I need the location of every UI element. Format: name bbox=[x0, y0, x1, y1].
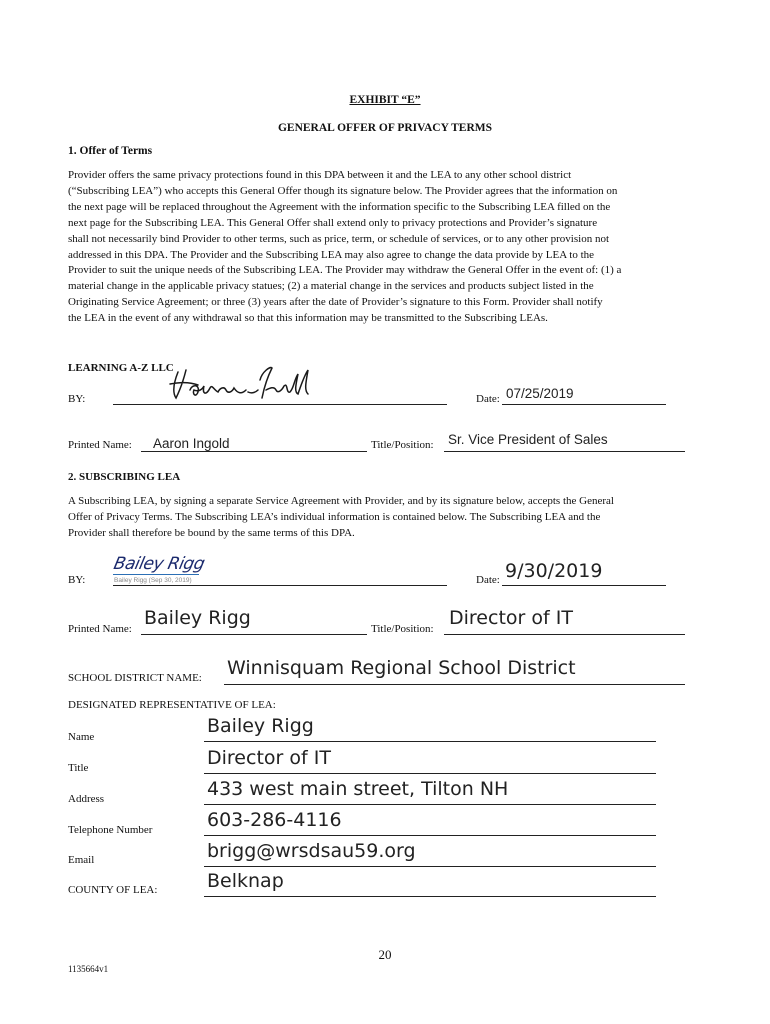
rep-title-label: Title bbox=[68, 762, 89, 774]
rep-name-label: Name bbox=[68, 731, 95, 743]
lea-title-line bbox=[444, 634, 685, 635]
rep-telephone-value[interactable]: 603-286-4116 bbox=[207, 809, 342, 831]
rep-email-line bbox=[204, 866, 656, 867]
rep-name-line bbox=[204, 741, 656, 742]
lea-signature[interactable]: Bailey Rigg bbox=[111, 554, 207, 574]
provider-signature-line bbox=[113, 404, 447, 405]
lea-printed-name-value[interactable]: Bailey Rigg bbox=[144, 607, 251, 629]
rep-address-line bbox=[204, 804, 656, 805]
paragraph-line: Provider shall therefore be bound by the same terms of this DPA. bbox=[68, 526, 355, 539]
provider-date-value[interactable]: 07/25/2019 bbox=[506, 386, 574, 401]
lea-title-value[interactable]: Director of IT bbox=[449, 607, 573, 629]
rep-county-label: COUNTY OF LEA: bbox=[68, 884, 158, 896]
paragraph-line: material change in the applicable privacy statues; (2) a material change in the services and products subject listed in the bbox=[68, 280, 594, 293]
section-1-heading bbox=[68, 145, 152, 157]
lea-signature-line bbox=[113, 585, 447, 586]
rep-telephone-line bbox=[204, 835, 656, 836]
lea-printed-name-line bbox=[141, 634, 367, 635]
provider-signature bbox=[166, 360, 316, 408]
paragraph-line: Provider offers the same privacy protections found in this DPA between it and the LEA to any other school district bbox=[68, 169, 572, 181]
lea-by-label: BY: bbox=[68, 574, 86, 586]
lea-printed-name-label: Printed Name: bbox=[68, 623, 132, 635]
section-2-heading: 2. SUBSCRIBING LEA bbox=[68, 471, 181, 483]
paragraph-line: next page for the Subscribing LEA. This General Offer shall extend only to privacy protections and Provider’s signature bbox=[68, 216, 598, 229]
exhibit-title: EXHIBIT “E” bbox=[349, 94, 421, 106]
rep-email-value[interactable]: brigg@wrsdsau59.org bbox=[207, 840, 416, 862]
rep-address-value[interactable]: 433 west main street, Tilton NH bbox=[207, 778, 509, 800]
section-2-paragraph bbox=[68, 494, 708, 542]
section-1-title: . Offer of Terms bbox=[73, 145, 153, 157]
rep-county-line bbox=[204, 896, 656, 897]
page-number: 20 bbox=[378, 947, 392, 962]
rep-telephone-label: Telephone Number bbox=[68, 824, 153, 836]
school-district-label: SCHOOL DISTRICT NAME: bbox=[68, 672, 202, 684]
school-district-value[interactable]: Winnisquam Regional School District bbox=[227, 657, 576, 679]
rep-county-value[interactable]: Belknap bbox=[207, 870, 284, 892]
lea-date-label: Date: bbox=[476, 574, 500, 586]
provider-printed-name-line bbox=[141, 451, 367, 452]
paragraph-line: A Subscribing LEA, by signing a separate Service Agreement with Provider, and by its signature below, accepts the General bbox=[68, 495, 614, 507]
rep-name-value[interactable]: Bailey Rigg bbox=[207, 715, 314, 737]
lea-date-value[interactable]: 9/30/2019 bbox=[505, 560, 603, 582]
section-1-number: 1 bbox=[68, 145, 74, 157]
provider-printed-name-value[interactable]: Aaron Ingold bbox=[153, 436, 230, 451]
document-id: 1135664v1 bbox=[68, 964, 109, 974]
lea-signature-caption: Bailey Rigg (Sep 30, 2019) bbox=[114, 577, 192, 584]
rep-title-line bbox=[204, 773, 656, 774]
document-title: GENERAL OFFER OF PRIVACY TERMS bbox=[277, 122, 493, 134]
school-district-line bbox=[224, 684, 685, 685]
provider-title-line bbox=[444, 451, 685, 452]
provider-company-name: LEARNING A-Z LLC bbox=[68, 362, 174, 374]
provider-by-label: BY: bbox=[68, 393, 86, 405]
provider-printed-name-label: Printed Name: bbox=[68, 439, 132, 451]
rep-address-label: Address bbox=[68, 793, 105, 805]
rep-email-label: Email bbox=[68, 854, 95, 866]
paragraph-line: (“Subscribing LEA”) who accepts this General Offer though its signature below. The Provider agrees that the information on bbox=[68, 184, 618, 197]
provider-title-value[interactable]: Sr. Vice President of Sales bbox=[448, 432, 608, 447]
paragraph-line: the next page will be replaced throughout the Agreement with the information specific to the Subscribing LEA filled on the bbox=[68, 200, 611, 213]
lea-title-label: Title/Position: bbox=[371, 623, 434, 635]
provider-title-label: Title/Position: bbox=[371, 439, 434, 451]
rep-title-value[interactable]: Director of IT bbox=[207, 747, 331, 769]
lea-signature-underline bbox=[113, 574, 199, 575]
paragraph-line: the LEA in the event of any withdrawal so that this information may be transmitted to the Subscribing LEAs. bbox=[68, 312, 548, 325]
section-1-paragraph bbox=[68, 168, 708, 327]
paragraph-line: Offer of Privacy Terms. The Subscribing LEA’s individual information is contained below. The Subscribing LEA and the bbox=[68, 510, 601, 523]
lea-date-line bbox=[502, 585, 666, 586]
provider-date-line bbox=[502, 404, 666, 405]
paragraph-line: shall not necessarily bind Provider to other terms, such as price, term, or schedule of services, or to any other provision not bbox=[68, 232, 610, 245]
paragraph-line: Provider to suit the unique needs of the Subscribing LEA. The Provider may withdraw the General Offer in the event of: (1) a bbox=[68, 264, 622, 277]
provider-date-label: Date: bbox=[476, 393, 500, 405]
paragraph-line: addressed in this DPA. The Provider and the Subscribing LEA may also agree to change the data provide by LEA to the bbox=[68, 248, 595, 261]
paragraph-line: Originating Service Agreement; or three (3) years after the date of Provider’s signature to this Form. Provider shall notify bbox=[68, 296, 603, 309]
representative-heading: DESIGNATED REPRESENTATIVE OF LEA: bbox=[68, 699, 276, 711]
